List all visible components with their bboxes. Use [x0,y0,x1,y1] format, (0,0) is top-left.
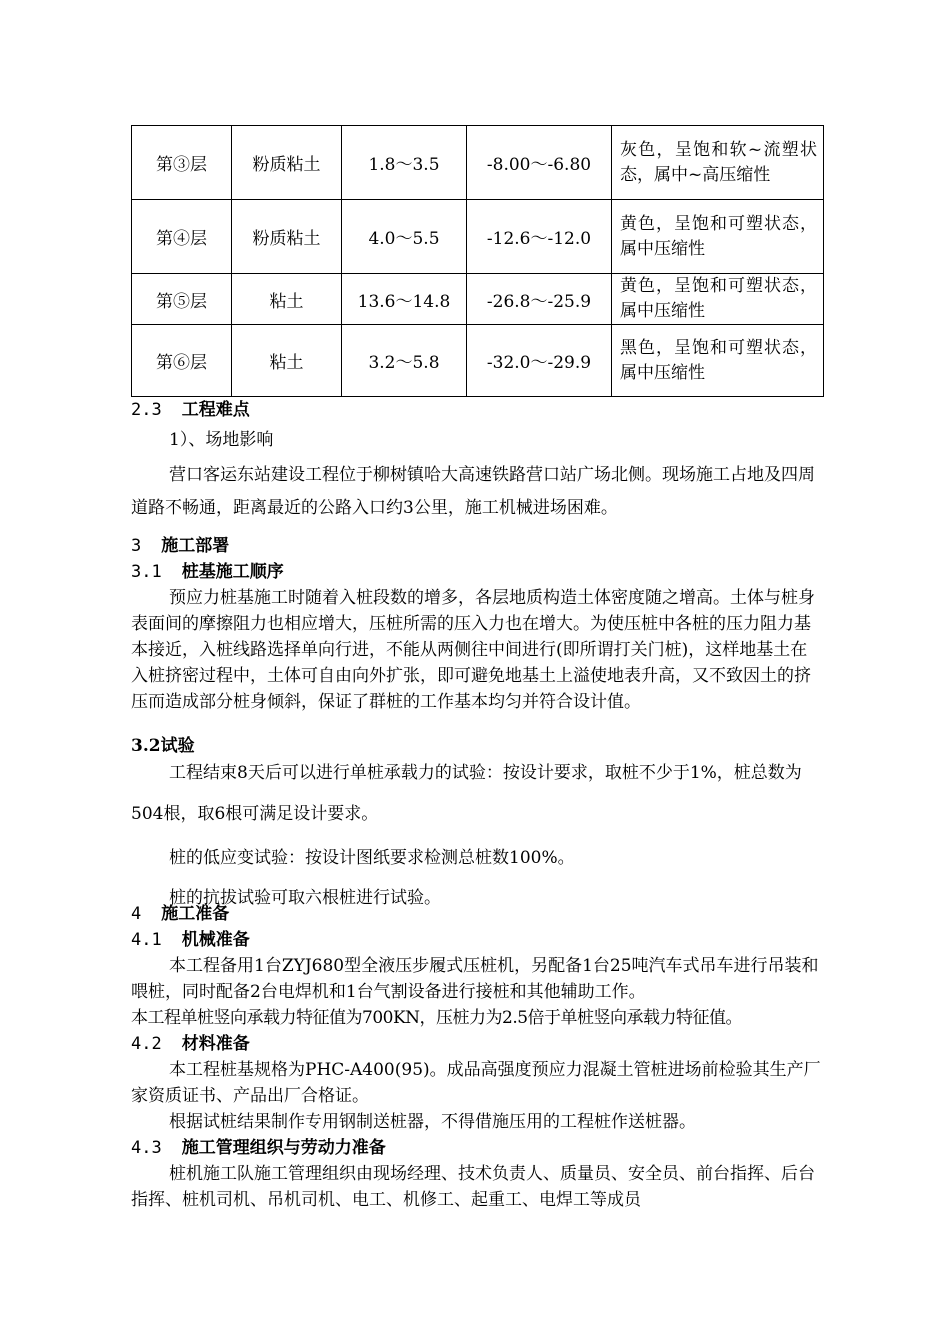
paragraph: 桩的抗拔试验可取六根桩进行试验。 [169,888,441,908]
table-row [132,126,824,200]
layer-cell: 第③层 [132,126,232,200]
thickness-cell: 1.8～3.5 [342,126,467,200]
paragraph: 根据试桩结果制作专用钢制送桩器，不得借施压用的工程桩作送桩器。 [169,1112,696,1132]
description-cell: 灰色，呈饱和软~流塑状态，属中~高压缩性 [612,126,824,200]
soil-layer-table [131,125,824,397]
soil-type-cell: 粉质粘土 [232,200,342,274]
paragraph: 工程结束8天后可以进行单桩承载力的试验：按设计要求，取桩不少于1%，桩总数为504根，取6根可满足设计要求。 [131,763,802,824]
section-heading: 4 施工准备 [131,904,230,924]
section-2-3 [131,397,823,525]
paragraph: 本工程单桩竖向承载力特征值为700KN，压桩力为2.5倍于单桩竖向承载力特征值。 [131,1008,743,1028]
layer-cell: 第④层 [132,200,232,274]
section-heading: 2.3 工程难点 [131,400,250,420]
paragraph: 桩的低应变试验：按设计图纸要求检测总桩数100%。 [169,848,575,868]
thickness-cell: 3.2～5.8 [342,325,467,397]
description-cell: 黄色，呈饱和可塑状态，属中压缩性 [612,274,824,325]
subsection-heading: 4.2 材料准备 [131,1034,250,1054]
elevation-cell: -12.6～-12.0 [467,200,612,274]
description-cell: 黄色，呈饱和可塑状态，属中压缩性 [612,200,824,274]
soil-type-cell: 粘土 [232,325,342,397]
soil-type-cell: 粉质粘土 [232,126,342,200]
subsection-heading: 3.2试验 [131,736,195,756]
elevation-cell: -8.00～-6.80 [467,126,612,200]
section-heading: 3 施工部署 [131,536,230,556]
section-4 [131,901,823,1213]
paragraph: 本工程桩基规格为PHC-A400(95)。成品高强度预应力混凝土管桩进场前检验其生产厂家资质证书、产品出厂合格证。 [131,1060,821,1106]
section-3-2 [131,733,823,911]
table-row [132,200,824,274]
layer-cell: 第⑤层 [132,274,232,325]
paragraph: 营口客运东站建设工程位于柳树镇哈大高速铁路营口站广场北侧。现场施工占地及四周道路不畅通，距离最近的公路入口约3公里，施工机械进场困难。 [131,465,815,518]
elevation-cell: -26.8～-25.9 [467,274,612,325]
section-3 [131,533,823,715]
list-item: 1）、场地影响 [169,430,274,450]
soil-type-cell: 粘土 [232,274,342,325]
paragraph: 桩机施工队施工管理组织由现场经理、技术负责人、质量员、安全员、前台指挥、后台指挥、桩机司机、吊机司机、电工、机修工、起重工、电焊工等成员 [131,1164,815,1210]
paragraph: 本工程备用1台ZYJ680型全液压步履式压桩机，另配备1台25吨汽车式吊车进行吊装和喂桩，同时配备2台电焊机和1台气割设备进行接桩和其他辅助工作。 [131,956,819,1002]
subsection-heading: 4.3 施工管理组织与劳动力准备 [131,1138,386,1158]
table-row [132,274,824,325]
thickness-cell: 13.6～14.8 [342,274,467,325]
paragraph: 预应力桩基施工时随着入桩段数的增多，各层地质构造土体密度随之增高。土体与桩身表面间的摩擦阻力也相应增大，压桩所需的压入力也在增大。为使压桩中各桩的压力阻力基本接近，入桩线路选择单向行进，不能从两侧往中间进行(即所谓打关门桩)，这样地基土在入桩挤密过程中，土体可自由向外扩张，即可避免地基土上溢使地表升高，又不致因土的挤压而造成部分桩身倾斜，保证了群桩的工作基本均匀并符合设计值。 [131,588,815,712]
description-cell: 黑色，呈饱和可塑状态，属中压缩性 [612,325,824,397]
subsection-heading: 4.1 机械准备 [131,930,250,950]
subsection-heading: 3.1 桩基施工顺序 [131,562,284,582]
layer-cell: 第⑥层 [132,325,232,397]
elevation-cell: -32.0～-29.9 [467,325,612,397]
thickness-cell: 4.0～5.5 [342,200,467,274]
table-row [132,325,824,397]
